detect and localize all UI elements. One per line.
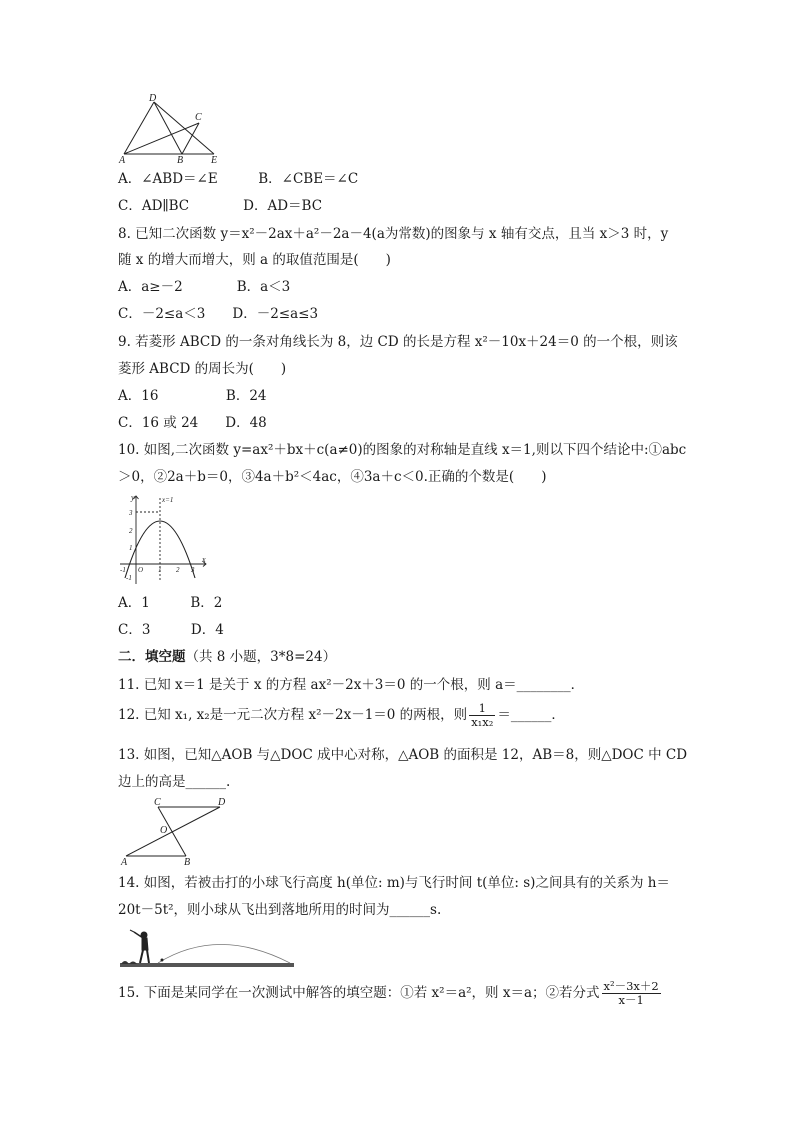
q15-fraction	[602, 980, 661, 1007]
q10-axis-label: x=1	[162, 496, 174, 504]
q13-label-d: D	[218, 797, 226, 808]
q13-stem-line2: 边上的高是______.	[118, 774, 231, 790]
q12-post: ＝______．	[497, 707, 565, 723]
q10-parabola-graph	[116, 492, 212, 588]
q10-y-label: y	[131, 493, 135, 502]
q10-origin: O	[138, 566, 144, 574]
q13-label-c: C	[154, 797, 161, 808]
q7-label-e: E	[211, 155, 218, 164]
q10-stem-line1: 10. 如图,二次函数 y=ax²＋bx＋c(a≠0)的图象的对称轴是直线 x＝1,则以下四个结论中:①abc	[118, 442, 687, 458]
q12-fraction	[469, 702, 495, 729]
q13-label-b: B	[184, 857, 191, 866]
q14-stem-line2: 20t－5t²，则小球从飞出到落地所用的时间为______s.	[118, 902, 442, 918]
q10-tick-xn1: -1	[120, 566, 126, 574]
section-fill-in-heading	[118, 648, 336, 666]
q13-label-o: O	[160, 825, 168, 836]
q7-label-b: B	[177, 155, 184, 164]
q12-stem	[118, 701, 565, 729]
q15-stem	[118, 978, 663, 1008]
q15-frac-den: x－1	[618, 993, 644, 1007]
q9-options-row1: A．16 B．24	[118, 388, 267, 404]
q8-stem-line2: 随 x 的增大而增大，则 a 的取值范围是( )	[118, 252, 391, 268]
q10-x-label: x	[202, 555, 206, 564]
section-title: 二．填空题	[118, 649, 186, 665]
golfer-icon	[130, 930, 149, 963]
q10-options-row1: A．1 B．2	[118, 595, 223, 611]
q10-tick-y2: 2	[129, 527, 133, 535]
q7-options-row2: C．AD∥BC D．AD＝BC	[118, 198, 323, 214]
q12-frac-num: 1	[469, 702, 495, 716]
q10-options-row2: C．3 D．4	[118, 622, 224, 638]
q9-stem-line2: 菱形 ABCD 的周长为( )	[118, 361, 287, 377]
q8-stem-line1: 8. 已知二次函数 y＝x²－2ax＋a²－2a－4(a为常数)的图象与 x 轴有交点，且当 x＞3 时，y	[118, 226, 669, 242]
q12-pre: 12. 已知 x₁, x₂是一元二次方程 x²－2x－1＝0 的两根，则	[118, 707, 468, 723]
q7-triangle-figure	[116, 92, 226, 164]
q10-tick-x3: 3	[191, 566, 195, 574]
q10-tick-yn1: -1	[126, 574, 132, 582]
section-note: （共 8 小题，3*8=24）	[185, 649, 337, 665]
q9-stem-line1: 9. 若菱形 ABCD 的一条对角线长为 8，边 CD 的长是方程 x²－10x＋24＝0 的一个根，则该	[118, 334, 678, 350]
q9-options-row2: C．16 或 24 D．48	[118, 415, 267, 431]
q15-pre: 15. 下面是某同学在一次测试中解答的填空题：①若 x²＝a²，则 x＝a；②若分式	[118, 985, 600, 1001]
q10-tick-y1: 1	[129, 544, 133, 552]
q8-options-row2: C．－2≤a＜3 D．－2≤a≤3	[118, 306, 319, 322]
q11-stem: 11. 已知 x＝1 是关于 x 的方程 ax²－2x＋3＝0 的一个根，则 a＝________．	[118, 677, 585, 693]
q7-options-row1: A．∠ABD＝∠E B．∠CBE＝∠C	[118, 171, 359, 187]
q15-frac-num: x²－3x＋2	[603, 979, 659, 993]
q14-ground	[120, 963, 294, 967]
q10-tick-x2: 2	[176, 566, 180, 574]
q7-label-d: D	[149, 93, 157, 104]
q13-label-a: A	[121, 857, 128, 866]
q14-ball-trajectory	[158, 945, 290, 964]
q10-tick-x1: 1	[158, 566, 162, 574]
q13-stem-line1: 13. 如图，已知△AOB 与△DOC 成中心对称，△AOB 的面积是 12，AB＝8，则△DOC 中 CD	[118, 747, 688, 763]
q14-ball	[161, 959, 164, 962]
q10-tick-y3: 3	[129, 509, 133, 517]
q10-stem-line2: ＞0，②2a＋b＝0，③4a＋b²＜4ac，④3a＋c＜0.正确的个数是( )	[118, 469, 547, 485]
q14-stem-line1: 14. 如图，若被击打的小球飞行高度 h(单位: m)与飞行时间 t(单位: s)之间具有的关系为 h＝	[118, 875, 670, 891]
q7-label-c: C	[195, 112, 202, 123]
q13-symmetry-figure	[118, 796, 230, 866]
q8-options-row1: A．a≥－2 B．a＜3	[118, 279, 291, 295]
q7-label-a: A	[119, 155, 126, 164]
q12-frac-den: x₁x₂	[471, 715, 494, 729]
q14-golf-illustration	[118, 926, 296, 970]
